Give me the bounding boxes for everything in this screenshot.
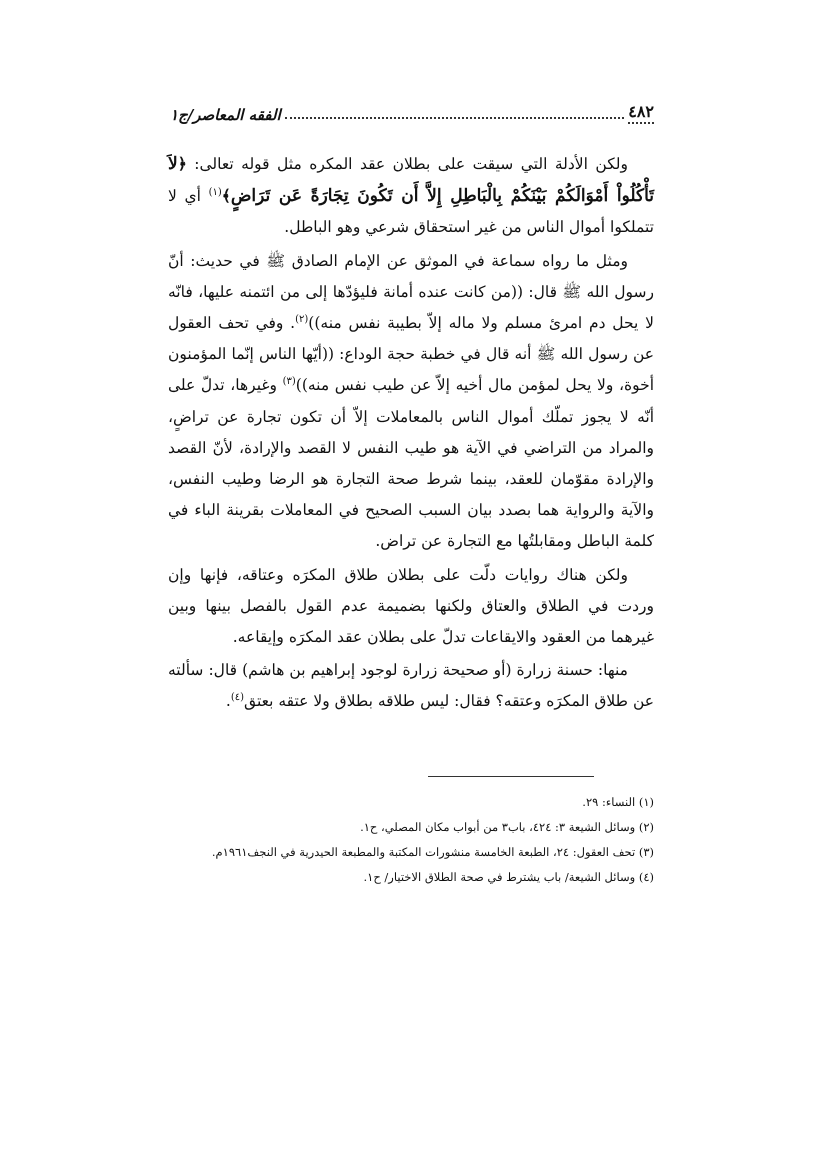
quran-verse: لاَ تَأْكُلُواْ أَمْوَالَكُمْ بَيْنَكُمْ بِالْبَاطِلِ إِلاَّ أَن تَكُونَ تِجَارَةً عَن تَرَاضٍ [168,154,654,207]
footnote-ref-2[interactable]: (٢) [295,313,309,325]
paragraph-4-text: منها: حسنة زرارة (أو صحيحة زرارة لوجود إبراهيم بن هاشم) قال: سألته عن طلاق المكرَه وعتقه؟ فقال: ليس طلاقه بطلاق ولا عتقه بعتق [168,661,654,711]
paragraph-4 [168,655,654,717]
footnote-3: (٣) تحف العقول: ٢٤، الطبعة الخامسة منشورات المكتبة والمطبعة الحيدرية في النجف١٩٦١م. [211,845,654,859]
footnote-ref-1[interactable]: (١) [208,187,222,199]
paragraph-2-part-a: ومثل ما رواه سماعة في الموثق عن الإمام الصادق ﷺ في حديث: أنّ رسول الله ﷺ قال: ((من كانت عنده أمانة فليؤدّها إلى من ائتمنه عليها، فانّه لا يحل دم امرئ مسلم ولا ماله إلاّ بطيبة نفس منه)) [168,251,654,333]
paragraph-2 [168,246,654,558]
running-title: الفقه المعاصر/ج١ [170,106,281,124]
quran-open-bracket: ﴿ [177,154,187,173]
footnotes [168,790,654,890]
page-header [168,102,654,124]
main-text [168,148,654,720]
paragraph-3: ولكن هناك روايات دلّت على بطلان طلاق المكرَه وعتاقه، فإنها وإن وردت في الطلاق والعتاق ولكنها بضميمة عدم القول بالفصل بينها وبين غيرهما من العقود والايقاعات تدلّ على بطلان عقد المكرَه وإيقاعه. [168,565,654,647]
paragraph-1-lead: ولكن الأدلة التي سيقت على بطلان عقد المكره مثل قوله تعالى: [186,155,628,173]
footnote-4: (٤) وسائل الشيعة/ باب يشترط في صحة الطلاق الاختيار/ ح١. [363,870,654,884]
footnote-ref-4[interactable]: (٤) [230,692,245,704]
quran-close-bracket: ﴾ [221,186,231,206]
paragraph-1-tail: أي لا تتملكوا أموال الناس من غير استحقاق شرعي وهو الباطل. [168,187,654,237]
paragraph-2-part-b: . وفي تحف العقول عن رسول الله ﷺ أنه قال في خطبة حجة الوداع: ((أيّها الناس إنّما المؤمنون أخوة، ولا يحل لمؤمن مال أخيه إلاّ عن طيب نفس منه)) [168,314,654,395]
footnote-2: (٢) وسائل الشيعة ٣: ٤٢٤، باب٣ من أبواب مكان المصلي، ح١. [360,820,654,834]
footnote-divider [428,776,594,777]
page-number: ٤٨٢ [628,102,654,124]
footnote-ref-3[interactable]: (٣) [282,376,296,388]
paragraph-4-end: . [225,692,231,711]
header-dotted-leader [285,116,625,119]
paragraph-1 [168,148,654,244]
footnote-1: (١) النساء: ٢٩. [582,795,654,809]
paragraph-2-part-c: وغيرها، تدلّ على أنّه لا يجوز تملّك أموال الناس بالمعاملات إلاّ أن تكون تجارة عن تراضٍ، والمراد من التراضي في الآية هو طيب النفس لا القصد والإرادة، لأنّ القصد والإرادة مقوّمان للعقد، بينما شرط صحة التجارة هو الرضا وطيب النفس، والآية والرواية هما بصدد بيان السبب الصحيح في المعاملات بقرينة الباء في كلمة الباطل ومقابلتُها مع التجارة عن تراض. [168,376,654,551]
